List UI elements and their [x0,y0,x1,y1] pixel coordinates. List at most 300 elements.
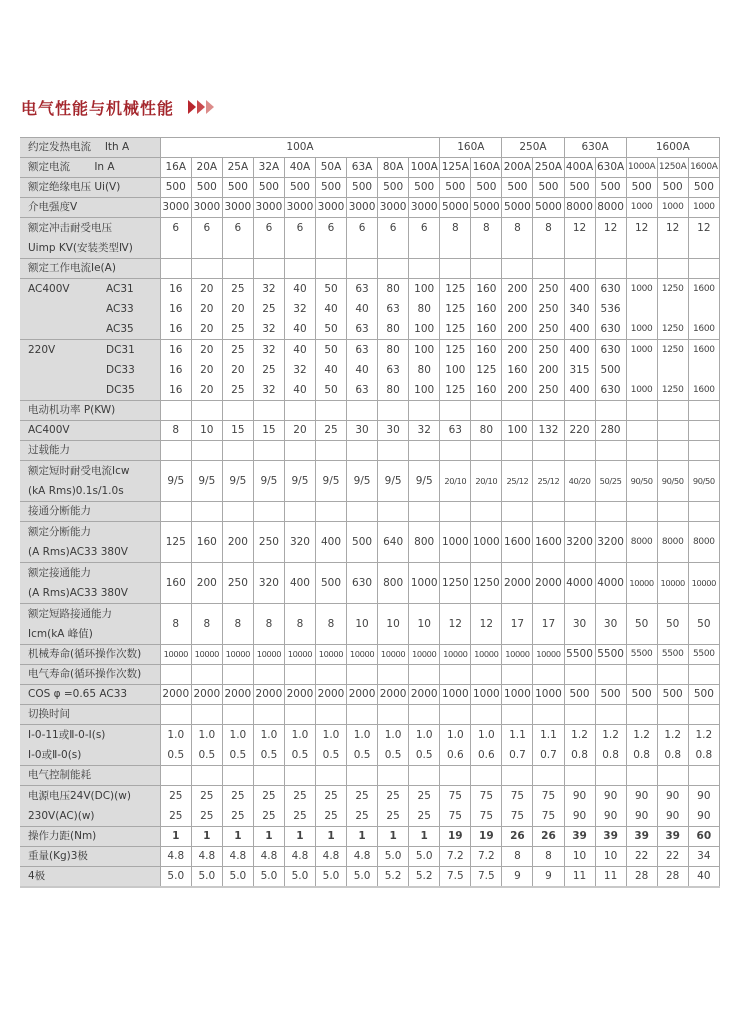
value-cell: 30 [595,604,626,645]
value-text: 12 [665,222,680,234]
value-cell: 4.8 [191,847,222,867]
value-line2: 0.5 [260,749,278,761]
value-cell: 5.0 [160,867,191,888]
value-cell: 8 [533,847,564,867]
value-cell [502,725,533,766]
value-line2: 75 [510,810,525,822]
value-cell: 5000 [440,198,471,218]
value-cell [688,279,719,340]
empty-cell [378,665,409,685]
empty-cell [595,441,626,461]
rated-current-cell: 63A [347,158,378,178]
empty-cell [409,401,440,421]
empty-cell [191,766,222,786]
value-cell: 500 [315,563,346,604]
value-cell: 800 [409,522,440,563]
value-cell [347,218,378,259]
value-line2: 90 [697,810,711,822]
value-cell: 320 [284,522,315,563]
value-cell: 3000 [315,198,346,218]
short-time-withstand-row-label [20,461,160,502]
value-line: 16 [169,323,183,335]
empty-cell [626,401,657,421]
value-line: 50 [324,384,338,396]
value-cell: 5500 [657,645,688,665]
value-cell [564,340,595,401]
value-cell: 10000 [688,563,719,604]
value-line1: 25 [417,790,431,802]
category-label: DC35 [106,384,135,396]
empty-cell [222,766,253,786]
value-cell: 250 [222,563,253,604]
value-cell: 63 [440,421,471,441]
value-line2: 0.8 [633,749,650,761]
empty-cell [564,705,595,725]
empty-cell [471,665,502,685]
value-line1: 75 [448,790,462,802]
rated-current-cell: 160A [471,158,502,178]
value-cell: 17 [533,604,564,645]
value-cell: 5.0 [347,867,378,888]
value-text: 6 [203,222,211,234]
value-line: 630 [600,283,621,295]
value-line: 50 [324,344,338,356]
value-line: 200 [507,303,528,315]
switching-time-header-row [20,705,720,725]
value-line: 40 [293,344,307,356]
value-line: 25 [231,323,245,335]
value-cell: 2000 [160,685,191,705]
value-cell: 5500 [688,645,719,665]
rated-current-cell: 16A [160,158,191,178]
value-cell [284,786,315,827]
value-line: 32 [293,303,307,315]
value-cell [502,786,533,827]
value-line: 100 [445,364,466,376]
value-cell [533,340,564,401]
value-cell: 10000 [502,645,533,665]
empty-cell [160,705,191,725]
empty-cell [347,766,378,786]
value-cell [191,218,222,259]
value-line: 80 [386,283,400,295]
value-cell: 39 [626,827,657,847]
value-line: 40 [324,303,338,315]
value-text: 6 [172,222,180,234]
empty-cell [253,665,284,685]
value-cell: 7.2 [471,847,502,867]
value-line: 100 [414,323,435,335]
value-line: 100 [414,344,435,356]
value-line: 250 [538,384,559,396]
value-line: 125 [445,303,466,315]
value-cell: 500 [688,178,719,198]
value-line: 160 [476,323,497,335]
value-line2: 25 [200,810,214,822]
value-line1: 75 [479,790,494,802]
empty-cell [222,401,253,421]
value-cell: 500 [253,178,284,198]
value-cell: 5.0 [222,867,253,888]
value-cell [502,340,533,401]
value-cell: 2000 [284,685,315,705]
electrical-life-row-label: COS φ =0.65 AC33 [20,685,160,705]
value-cell [160,340,191,401]
voltage-label [28,319,106,339]
value-line1: 25 [169,790,183,802]
empty-cell [626,705,657,725]
value-line1: 1.0 [322,729,340,741]
value-cell: 400 [315,522,346,563]
value-line: 80 [417,303,431,315]
empty-cell [688,401,719,421]
impulse-voltage-row-label [20,218,160,259]
value-cell [222,786,253,827]
value-text: 12 [697,222,711,234]
value-cell: 9/5 [409,461,440,502]
value-cell: 500 [564,685,595,705]
value-line2: 25 [324,810,338,822]
empty-cell [564,502,595,522]
value-cell: 8 [284,604,315,645]
value-cell: 90/50 [626,461,657,502]
value-line1: 25 [293,790,307,802]
value-cell [440,786,471,827]
value-cell: 12 [471,604,502,645]
value-line: 63 [355,384,369,396]
value-cell: 5000 [471,198,502,218]
empty-cell [409,259,440,279]
value-line2: 0.5 [198,749,216,761]
value-cell: 2000 [253,685,284,705]
empty-cell [284,502,315,522]
motor-power-header-row [20,401,720,421]
empty-cell [564,401,595,421]
group-header: 630A [564,138,626,158]
empty-cell [284,766,315,786]
empty-cell [626,441,657,461]
switching-time-row-label [20,725,160,766]
value-line: 25 [231,384,245,396]
value-line2: 0.6 [446,749,464,761]
value-cell: 15 [253,421,284,441]
value-line1: 25 [355,790,369,802]
value-line1: 1.0 [353,729,371,741]
value-line: 80 [386,384,400,396]
value-cell: 4.8 [284,847,315,867]
empty-cell [471,705,502,725]
mechanical-life-row-label: 机械寿命(循环操作次数) [20,645,160,665]
value-line: 32 [262,283,276,295]
making-capacity-row-label-line2: (A Rms)AC33 380V [28,587,128,599]
value-cell [347,279,378,340]
value-cell: 1 [409,827,440,847]
value-cell: 1000 [471,685,502,705]
triple-arrow-icon [188,100,215,114]
value-cell: 20/10 [440,461,471,502]
empty-cell [533,766,564,786]
empty-cell [626,665,657,685]
value-text: 6 [420,222,428,234]
value-cell [626,725,657,766]
value-cell [688,786,719,827]
value-cell: 500 [160,178,191,198]
value-cell: 500 [409,178,440,198]
rated-current-cell: 630A [595,158,626,178]
value-cell: 9/5 [315,461,346,502]
operating-torque-row [20,827,720,847]
value-cell [688,340,719,401]
value-cell: 20/10 [471,461,502,502]
empty-cell [502,665,533,685]
value-cell: 8 [253,604,284,645]
empty-cell [315,502,346,522]
value-line: 100 [414,384,435,396]
value-line: 125 [445,283,466,295]
empty-cell [253,705,284,725]
value-cell: 1000 [688,198,719,218]
empty-cell [222,665,253,685]
rated-current-cell: 1250A [657,158,688,178]
value-cell [253,279,284,340]
value-cell: 2000 [502,563,533,604]
value-cell: 3200 [564,522,595,563]
value-cell: 4.8 [315,847,346,867]
value-cell: 2000 [378,685,409,705]
value-cell [626,421,657,441]
value-cell: 500 [347,522,378,563]
value-cell: 1000 [440,685,471,705]
value-cell: 9 [502,867,533,888]
value-cell: 25 [315,421,346,441]
value-cell: 1 [315,827,346,847]
value-line1: 25 [262,790,276,802]
value-cell: 30 [347,421,378,441]
category-label: AC31 [106,283,134,295]
value-cell: 4.8 [222,847,253,867]
value-cell: 11 [595,867,626,888]
value-cell [502,279,533,340]
voltage-label: AC400V [28,283,70,295]
rated-current-cell: 100A [409,158,440,178]
empty-cell [657,259,688,279]
value-cell [688,725,719,766]
value-line2: 0.7 [509,749,526,761]
category-label: DC31 [106,344,135,356]
empty-cell [347,259,378,279]
value-cell: 5.0 [315,867,346,888]
value-line: 16 [169,364,183,376]
value-line: 630 [600,344,621,356]
value-cell: 7.2 [440,847,471,867]
value-cell: 1000 [657,198,688,218]
value-cell: 10000 [533,645,564,665]
empty-cell [315,665,346,685]
value-cell [284,340,315,401]
value-line: 63 [386,303,400,315]
value-cell: 10 [595,847,626,867]
value-cell: 1 [222,827,253,847]
value-line: 1000 [630,345,653,355]
value-cell [440,725,471,766]
value-cell [160,218,191,259]
empty-cell [440,502,471,522]
value-cell: 1000 [626,198,657,218]
value-line1: 1.1 [540,729,557,741]
empty-cell [409,502,440,522]
empty-cell [471,259,502,279]
empty-cell [502,441,533,461]
value-cell: 50 [688,604,719,645]
dc220v-block-sub [28,380,160,400]
category-label: DC33 [106,364,135,376]
value-text: 6 [234,222,242,234]
value-line2: 0.8 [602,749,619,761]
empty-cell [502,502,533,522]
empty-cell [253,502,284,522]
value-line: 63 [355,283,369,295]
value-cell: 9/5 [160,461,191,502]
value-line: 63 [355,323,369,335]
value-cell: 10 [378,604,409,645]
value-cell [253,786,284,827]
value-cell: 80 [471,421,502,441]
value-cell [222,340,253,401]
value-cell [440,279,471,340]
value-line1: 1.0 [384,729,402,741]
empty-cell [688,665,719,685]
rated-current-cell: 32A [253,158,284,178]
value-cell [347,786,378,827]
value-cell [253,725,284,766]
value-cell: 320 [253,563,284,604]
value-cell: 8000 [657,522,688,563]
empty-cell [191,665,222,685]
value-cell: 500 [564,178,595,198]
value-cell: 4.8 [253,847,284,867]
impulse-voltage-row-label-line1: 额定冲击耐受电压 [28,222,112,234]
value-line2: 0.5 [415,749,433,761]
value-text: 6 [389,222,397,234]
value-cell: 50/25 [595,461,626,502]
value-cell: 4000 [564,563,595,604]
value-cell: 8000 [595,198,626,218]
empty-cell [440,665,471,685]
motor-power-row-label: AC400V [20,421,160,441]
value-cell: 34 [688,847,719,867]
value-cell [253,218,284,259]
empty-cell [564,665,595,685]
value-cell [626,786,657,827]
value-cell: 1000 [502,685,533,705]
category-label: AC33 [106,303,134,315]
value-cell [533,279,564,340]
value-line: 80 [386,344,400,356]
value-text: 6 [358,222,366,234]
ac400v-block-sub [28,319,160,339]
value-cell: 5.0 [409,847,440,867]
empty-cell [502,705,533,725]
empty-cell [378,441,409,461]
value-line: 1250 [661,284,684,294]
value-cell: 3000 [284,198,315,218]
value-line: 536 [600,303,621,315]
value-cell: 500 [502,178,533,198]
empty-cell [440,441,471,461]
value-line: 125 [445,323,466,335]
dc220v-block [20,340,720,401]
value-cell: 10000 [315,645,346,665]
value-cell: 25/12 [502,461,533,502]
empty-cell [253,441,284,461]
rated-current-cell: 400A [564,158,595,178]
value-cell: 8000 [564,198,595,218]
value-line: 250 [538,344,559,356]
electrical-life-header-row [20,665,720,685]
value-line: 20 [200,323,214,335]
empty-cell [471,766,502,786]
value-line: 16 [169,283,183,295]
empty-cell [471,502,502,522]
breaking-capacity-row [20,522,720,563]
value-line1: 25 [200,790,214,802]
value-cell [595,218,626,259]
value-line2: 25 [417,810,431,822]
empty-cell [409,766,440,786]
empty-cell [533,401,564,421]
value-cell: 5.2 [409,867,440,888]
value-cell [284,218,315,259]
value-line: 25 [262,364,276,376]
ac400v-block-label [20,279,160,340]
value-line: 20 [200,384,214,396]
empty-cell [626,502,657,522]
value-cell: 4000 [595,563,626,604]
value-cell: 500 [315,178,346,198]
value-line2: 0.5 [291,749,309,761]
empty-cell [533,502,564,522]
value-line: 125 [445,384,466,396]
empty-cell [284,665,315,685]
value-cell: 10 [409,604,440,645]
value-cell [222,725,253,766]
value-cell [471,279,502,340]
value-line: 1250 [661,345,684,355]
electrical-life-header-row-label: 电气寿命(循环操作次数) [20,665,160,685]
value-cell: 9/5 [284,461,315,502]
value-cell: 2000 [191,685,222,705]
value-cell: 9 [533,867,564,888]
empty-cell [502,259,533,279]
value-cell [409,218,440,259]
value-line2: 25 [262,810,276,822]
empty-cell [595,665,626,685]
value-text: 12 [572,222,587,234]
value-cell [315,725,346,766]
value-cell: 28 [657,867,688,888]
value-cell: 200 [191,563,222,604]
value-cell: 1000 [471,522,502,563]
value-cell: 12 [440,604,471,645]
value-cell: 280 [595,421,626,441]
value-line: 125 [476,364,497,376]
value-cell: 19 [471,827,502,847]
value-cell [657,421,688,441]
value-line2: 0.6 [478,749,495,761]
making-breaking-header-row-label: 接通分断能力 [20,502,160,522]
empty-cell [378,401,409,421]
rated-current-cell: 50A [315,158,346,178]
